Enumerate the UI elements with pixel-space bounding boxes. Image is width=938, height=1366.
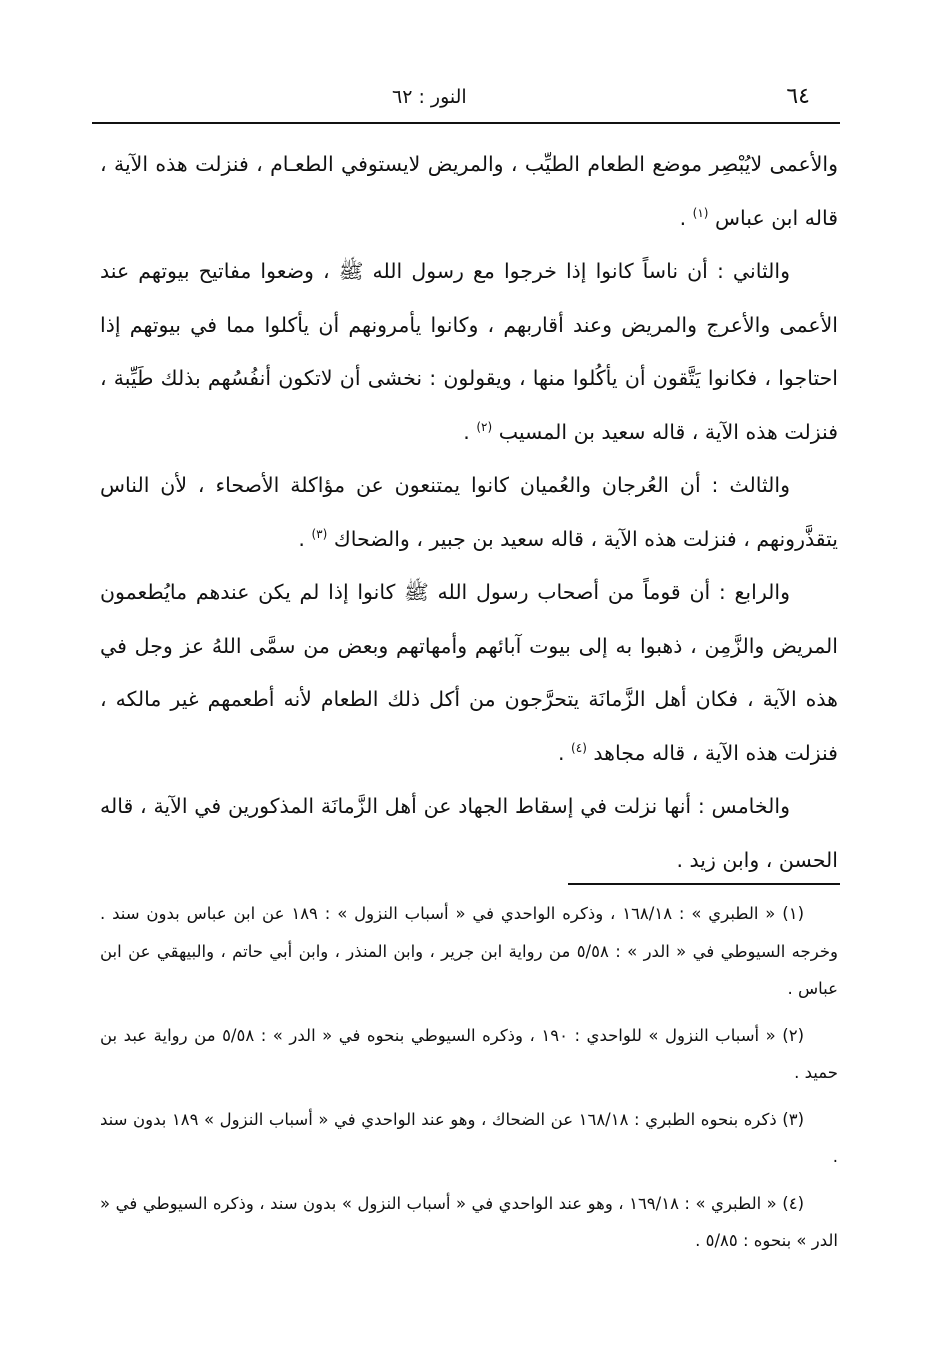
paragraph-text: والثالث : أن العُرجان والعُميان كانوا يمتنعون عن مؤاكلة الأصحاء ، لأن الناس يتقذَّرونهم ، فنزلت هذه الآية ، قاله سعيد بن جبير ، والضحاك bbox=[100, 473, 838, 551]
page-header bbox=[92, 78, 840, 122]
footnote-ref-1: (١) bbox=[692, 205, 709, 220]
paragraph-text: والأعمى لايُبْصِر موضع الطعام الطيِّب ، والمريض لايستوفي الطعـام ، فنزلت هذه الآية ، قاله ابن عباس bbox=[100, 152, 838, 230]
paragraph-3: والثالث : أن العُرجان والعُميان كانوا يمتنعون عن مؤاكلة الأصحاء ، لأن الناس يتقذَّرونهم ، فنزلت هذه الآية ، قاله سعيد بن جبير ، والضحاك $^{(٣)}$ . bbox=[100, 473, 838, 551]
paragraph-5 bbox=[100, 780, 838, 887]
footnote-ref-3: (٣) bbox=[311, 526, 328, 541]
main-text bbox=[100, 138, 838, 887]
footnote-3: (٣) ذكره بنحوه الطبري : ١٦٨/١٨ عن الضحاك ، وهو عند الواحدي في « أسباب النزول » ١٨٩ بدون سند . bbox=[100, 1109, 838, 1166]
footnote-ref-2: (٢) bbox=[476, 419, 493, 434]
footnote-1: (١) « الطبري » : ١٦٨/١٨ ، وذكره الواحدي في « أسباب النزول » : ١٨٩ عن ابن عباس بدون سند . وخرجه السيوطي في « الدر » : ٥/٥٨ من رواية ابن جرير ، وابن المنذر ، وابن أبي حاتم ، والبيهقي عن ابن عباس . bbox=[100, 904, 838, 998]
paragraph-text: والخامس : أنها نزلت في إسقاط الجهاد عن أهل الزَّمانَة المذكورين في الآية ، قاله الحسن ، وابن زيد . bbox=[100, 794, 838, 872]
paragraph-text: والرابع : أن قوماً من أصحاب رسول الله ﷺ كانوا إذا لم يكن عندهم مايُطعمون المريض والزَّمِن ، ذهبوا به إلى بيوت آبائهم وأمهاتهم وبعض من سمَّى اللهُ عز وجل في هذه الآية ، فكان أهل الزَّمانَة يتحرَّجون من أكل ذلك الطعام لأنه أطعمهم غير مالكه ، فنزلت هذه الآية ، قاله مجاهد bbox=[100, 580, 838, 765]
footnotes bbox=[100, 895, 838, 1269]
footnote-2: (٢) « أسباب النزول » للواحدي : ١٩٠ ، وذكره السيوطي بنحوه في « الدر » : ٥/٥٨ من رواية عبد بن حميد . bbox=[100, 1025, 838, 1082]
page-number: ٦٤ bbox=[786, 84, 810, 109]
running-title: النور : ٦٢ bbox=[392, 86, 467, 108]
paragraph-2: والثاني : أن ناساً كانوا إذا خرجوا مع رسول الله ﷺ ، وضعوا مفاتيح بيوتهم عند الأعمى والأعرج والمريض وعند أقاربهم ، وكانوا يأمرونهم أن يأكلوا مما في بيوتهم إذا احتاجوا ، فكانوا يَتَّقون أن يأكُلوا منها ، ويقولون : نخشى أن لاتكون أنفُسُهم بذلك طَيِّبة ، فنزلت هذه الآية ، قاله سعيد بن المسيب $^{(٢)}$ . bbox=[100, 259, 838, 444]
footnote-4: (٤) « الطبري » : ١٦٩/١٨ ، وهو عند الواحدي في « أسباب النزول » بدون سند ، وذكره السيوطي في « الدر » بنحوه : ٥/٨٥ . bbox=[100, 1193, 838, 1250]
header-rule bbox=[92, 122, 840, 124]
paragraph-1: والأعمى لايُبْصِر موضع الطعام الطيِّب ، والمريض لايستوفي الطعـام ، فنزلت هذه الآية ، قاله ابن عباس $^{(١)}$ . bbox=[100, 152, 838, 230]
footnote-rule bbox=[568, 883, 840, 885]
footnote-ref-4: (٤) bbox=[571, 740, 587, 755]
paragraph-text: والثاني : أن ناساً كانوا إذا خرجوا مع رسول الله ﷺ ، وضعوا مفاتيح بيوتهم عند الأعمى والأعرج والمريض وعند أقاربهم ، وكانوا يأمرونهم أن يأكلوا مما في بيوتهم إذا احتاجوا ، فكانوا يَتَّقون أن يأكُلوا منها ، ويقولون : نخشى أن لاتكون أنفُسُهم بذلك طَيِّبة ، فنزلت هذه الآية ، قاله سعيد بن المسيب bbox=[100, 259, 838, 444]
paragraph-4: والرابع : أن قوماً من أصحاب رسول الله ﷺ كانوا إذا لم يكن عندهم مايُطعمون المريض والزَّمِن ، ذهبوا به إلى بيوت آبائهم وأمهاتهم وبعض من سمَّى اللهُ عز وجل في هذه الآية ، فكان أهل الزَّمانَة يتحرَّجون من أكل ذلك الطعام لأنه أطعمهم غير مالكه ، فنزلت هذه الآية ، قاله مجاهد $^{(٤)}$ . bbox=[100, 580, 838, 765]
